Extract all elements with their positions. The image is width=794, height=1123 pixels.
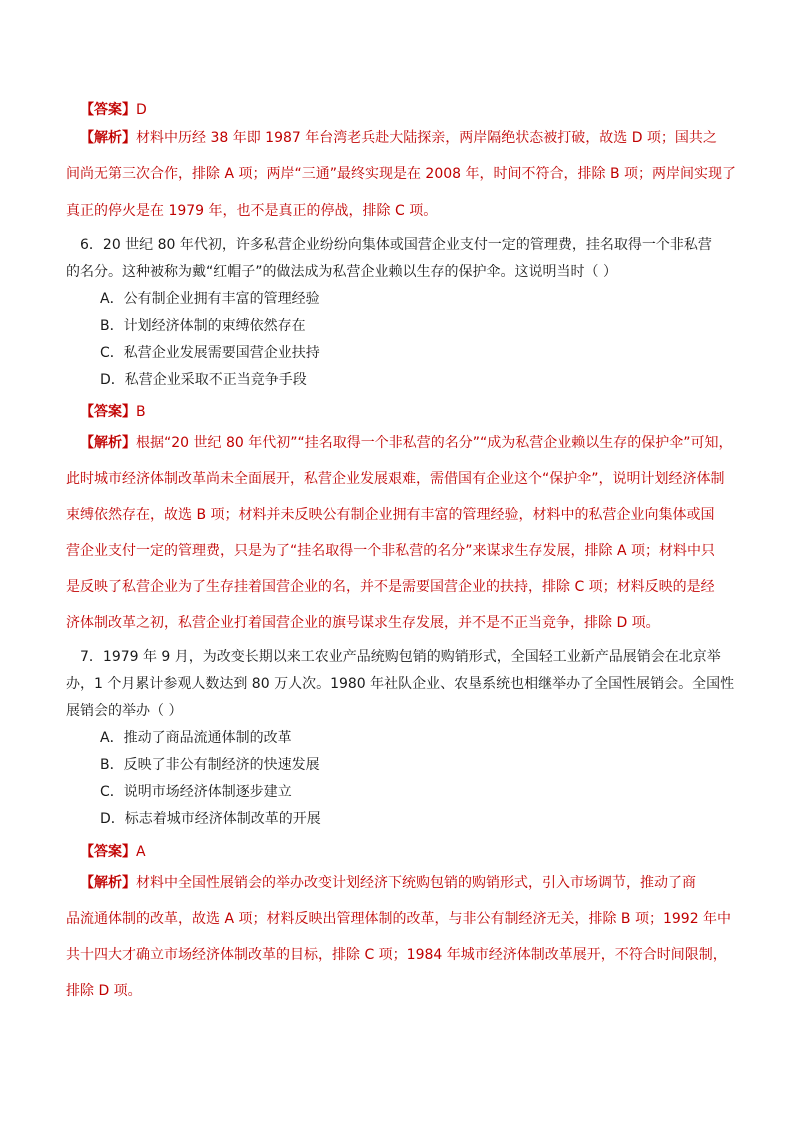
- answer-line: [80, 402, 146, 422]
- answer-label: 【答案】: [80, 102, 136, 118]
- analysis-line: 共十四大才确立市场经济体制改革的目标，排除 C 项；1984 年城市经济体制改革展开，不符合时间限制，: [66, 947, 727, 963]
- analysis-line: [80, 873, 696, 893]
- option-b: B．计划经济体制的束缚依然存在: [100, 318, 306, 334]
- answer-value: D: [136, 102, 147, 118]
- analysis-label: 【解析】: [80, 875, 136, 891]
- answer-value: B: [136, 404, 146, 420]
- analysis-line: 是反映了私营企业为了生存挂着国营企业的名，并不是需要国营企业的扶持，排除 C 项；材料反映的是经: [66, 579, 715, 595]
- analysis-text: 根据“20 世纪 80 年代初”“挂名取得一个非私营的名分”“成为私营企业赖以生存的保护伞”可知，: [136, 435, 733, 451]
- analysis-line: [80, 128, 717, 148]
- analysis-line: [80, 433, 733, 453]
- answer-label: 【答案】: [80, 404, 136, 420]
- analysis-line: 排除 D 项。: [66, 983, 142, 999]
- option-b: B．反映了非公有制经济的快速发展: [100, 757, 320, 773]
- answer-line: [80, 842, 146, 862]
- question-stem: 的名分。这种被称为戴“红帽子”的做法成为私营企业赖以生存的保护伞。这说明当时（ ）: [66, 264, 617, 280]
- option-c: C．私营企业发展需要国营企业扶持: [100, 345, 320, 361]
- analysis-line: 间尚无第三次合作，排除 A 项；两岸“三通”最终实现是在 2008 年，时间不符合，排除 B 项；两岸间实现了: [66, 166, 737, 182]
- option-c: C．说明市场经济体制逐步建立: [100, 784, 292, 800]
- option-a: A．推动了商品流通体制的改革: [100, 730, 292, 746]
- analysis-text: 材料中历经 38 年即 1987 年台湾老兵赴大陆探亲，两岸隔绝状态被打破，故选 D 项；国共之: [136, 130, 717, 146]
- analysis-line: 真正的停火是在 1979 年，也不是真正的停战，排除 C 项。: [66, 203, 438, 219]
- question-stem: 7．1979 年 9 月，为改变长期以来工农业产品统购包销的购销形式，全国轻工业新产品展销会在北京举: [80, 649, 721, 665]
- answer-label: 【答案】: [80, 844, 136, 860]
- analysis-text: 材料中全国性展销会的举办改变计划经济下统购包销的购销形式，引入市场调节，推动了商: [136, 875, 696, 891]
- analysis-line: 此时城市经济体制改革尚未全面展开，私营企业发展艰难，需借国有企业这个“保护伞”，说明计划经济体制: [66, 471, 725, 487]
- question-stem: 办，1 个月累计参观人数达到 80 万人次。1980 年社队企业、农垦系统也相继举办了全国性展销会。全国性: [66, 676, 735, 692]
- question-stem: 展销会的举办（ ）: [66, 703, 183, 719]
- analysis-label: 【解析】: [80, 435, 136, 451]
- answer-value: A: [136, 844, 146, 860]
- analysis-line: 束缚依然存在，故选 B 项；材料并未反映公有制企业拥有丰富的管理经验，材料中的私营企业向集体或国: [66, 507, 715, 523]
- question-stem: 6．20 世纪 80 年代初，许多私营企业纷纷向集体或国营企业支付一定的管理费，挂名取得一个非私营: [80, 237, 712, 253]
- analysis-line: 品流通体制的改革，故选 A 项；材料反映出管理体制的改革，与非公有制经济无关，排除 B 项；1992 年中: [66, 911, 732, 927]
- answer-line: [80, 100, 147, 120]
- analysis-label: 【解析】: [80, 130, 136, 146]
- option-d: D．标志着城市经济体制改革的开展: [100, 811, 321, 827]
- option-a: A．公有制企业拥有丰富的管理经验: [100, 291, 320, 307]
- analysis-line: 济体制改革之初，私营企业打着国营企业的旗号谋求生存发展，并不是不正当竞争，排除 D 项。: [66, 615, 660, 631]
- analysis-line: 营企业支付一定的管理费，只是为了“挂名取得一个非私营的名分”来谋求生存发展，排除 A 项；材料中只: [66, 543, 715, 559]
- option-d: D．私营企业采取不正当竞争手段: [100, 372, 307, 388]
